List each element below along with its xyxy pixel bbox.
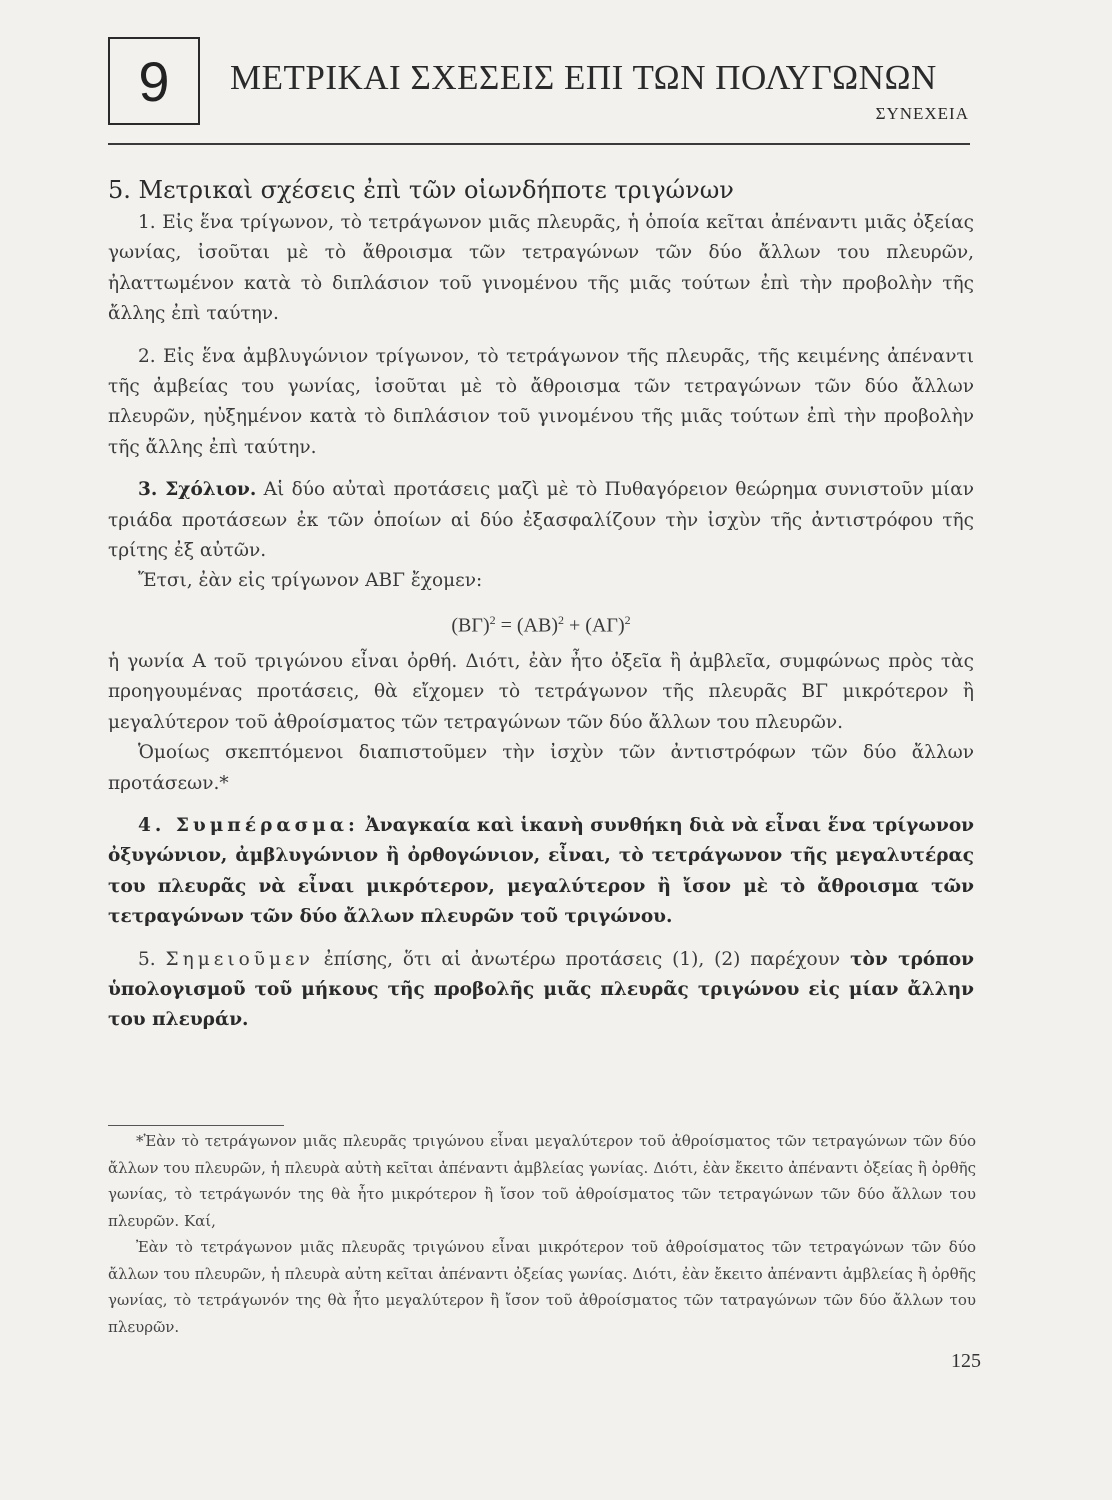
pythagorean-formula xyxy=(108,605,974,641)
conclusion-text: Ἀναγκαία καὶ ἱκανὴ συνθήκη διὰ νὰ εἶναι ἕνα τρίγωνον ὀξυγώνιον, ἀμβλυγώνιον ἢ ὀρθογώνιον, εἶναι, τὸ τετράγωνον τῆς μεγαλυτέρας του πλευρᾶς νὰ εἶναι μικρότερον, μεγαλύτερον ἢ ἴσον μὲ τὸ ἄθροισμα τῶν τετραγώνων τῶν δύο ἄλλων πλευρῶν τοῦ τριγώνου. xyxy=(108,814,974,928)
paragraph-5-number: 5. xyxy=(138,948,156,970)
page-number: 125 xyxy=(951,1350,981,1372)
note-text: ἐπίσης, ὅτι αἱ ἀνωτέρω προτάσεις (1), (2) παρέχουν xyxy=(323,948,841,970)
formula-exp-3: 2 xyxy=(624,612,631,627)
paragraph-2: 2. Εἰς ἕνα ἀμβλυγώνιον τρίγωνον, τὸ τετράγωνον τῆς πλευρᾶς, τῆς κειμένης ἀπέναντι τῆς ἀμβείας του γωνίας, ἰσοῦται μὲ τὸ ἄθροισμα τῶν τετραγώνων τῶν δύο ἄλλων πλευρῶν, ηὐξημένον κατὰ τὸ διπλάσιον τοῦ γινομένου τῆς μιᾶς τούτων ἐπὶ τὴν προβολὴν τῆς ἄλλης ἐπὶ ταύτην. xyxy=(108,345,974,458)
footnotes xyxy=(108,1128,976,1340)
chapter-title: ΜΕΤΡΙΚΑΙ ΣΧΕΣΕΙΣ ΕΠΙ ΤΩΝ ΠΟΛΥΓΩΝΩΝ xyxy=(230,58,937,97)
conclusion-label: 4. Συμπέρασμα: xyxy=(138,814,359,836)
note-bold-text: τὸν τρόπον ὑπολογισμοῦ τοῦ μήκους τῆς προβολῆς μιᾶς πλευρᾶς τριγώνου εἰς μίαν ἄλλην του πλευράν. xyxy=(108,948,974,1031)
chapter-subtitle: ΣΥΝΕΧΕΙΑ xyxy=(875,104,969,123)
paragraph-3b: Ἔτσι, ἐὰν εἰς τρίγωνον ΑΒΓ ἔχομεν: xyxy=(138,570,483,592)
formula-exp-2: 2 xyxy=(558,612,564,627)
formula-ag: + (ΑΓ) xyxy=(564,614,625,637)
chapter-number-box xyxy=(108,37,200,125)
section-heading: 5. Μετρικαὶ σχέσεις ἐπὶ τῶν οἱωνδήποτε τριγώνων xyxy=(108,176,734,204)
paragraph-4 xyxy=(108,811,974,933)
footnote-divider xyxy=(108,1125,284,1126)
formula-exp-1: 2 xyxy=(489,612,496,627)
formula-bg: (ΒΓ) xyxy=(451,614,490,637)
formula-ab: = (ΑΒ) xyxy=(495,614,558,637)
paragraph-3c: ἡ γωνία Α τοῦ τριγώνου εἶναι ὀρθή. Διότι, ἐὰν ἦτο ὀξεῖα ἢ ἀμβλεῖα, συμφώνως πρὸς τὰς προηγουμένας προτάσεις, θὰ εἴχομεν τὸ τετράγωνον τῆς πλευρᾶς ΒΓ μικρότερον ἢ μεγαλύτερον τοῦ ἀθροίσματος τῶν τετραγώνων τῶν δύο ἄλλων του πλευρῶν. xyxy=(108,650,974,733)
paragraph-5 xyxy=(108,945,974,1036)
scholion-label: 3. Σχόλιον. xyxy=(138,479,257,501)
main-content xyxy=(108,172,974,1036)
header-divider xyxy=(108,143,970,145)
footnote-2: Ἐὰν τὸ τετράγωνον μιᾶς πλευρᾶς τριγώνου εἶναι μικρότερον τοῦ ἀθροίσματος τῶν τετραγώνων τῶν δύο ἄλλων του πλευρῶν, ἡ πλευρὰ αὐτη κεῖται ἀπέναντι ὀξείας γωνίας. Διότι, ἐὰν ἔκειτο ἀπέναντι ἀμβλείας ἢ ὀρθῆς γωνίας, τὸ τετράγωνόν της θὰ ἦτο μεγαλύτερον ἢ ἴσον τοῦ ἀθροίσματος τῶν τατραγώνων τῶν δύο ἄλλων του πλευρῶν. xyxy=(108,1238,976,1336)
note-label: Σημειοῦμεν xyxy=(165,948,314,970)
footnote-1: *Ἐὰν τὸ τετράγωνον μιᾶς πλευρᾶς τριγώνου εἶναι μεγαλύτερον τοῦ ἀθροίσματος τῶν τετραγώνων τῶν δύο ἄλλων του πλευρῶν, ἡ πλευρὰ αὐτὴ κεῖται ἀπέναντι ἀμβλείας γωνίας. Διότι, ἐὰν ἔκειτο ἀπέναντι ὀξείας ἢ ὀρθῆς γωνίας, τὸ τετράγωνόν της θὰ ἦτο μικρότερον ἢ ἴσον τοῦ ἀθροίσματος τῶν τετραγώνων τῶν δύο ἄλλων του πλευρῶν. Καί, xyxy=(108,1132,976,1230)
paragraph-3d: Ὁμοίως σκεπτόμενοι διαπιστοῦμεν τὴν ἰσχὺν τῶν ἀντιστρόφων τῶν δύο ἄλλων προτάσεων.* xyxy=(108,742,974,794)
scholion-text: Αἱ δύο αὐταὶ προτάσεις μαζὶ μὲ τὸ Πυθαγόρειον θεώρημα συνιστοῦν μίαν τριάδα προτάσεων ἐκ τῶν ὁποίων αἱ δύο ἐξασφαλίζουν τὴν ἰσχὺν τῆς ἀντιστρόφου τῆς τρίτης ἐξ αὐτῶν. xyxy=(108,479,974,562)
chapter-number: 9 xyxy=(138,49,170,113)
paragraph-1: 1. Εἰς ἕνα τρίγωνον, τὸ τετράγωνον μιᾶς πλευρᾶς, ἡ ὁποία κεῖται ἀπέναντι μιᾶς ὀξείας γωνίας, ἰσοῦται μὲ τὸ ἄθροισμα τῶν τετραγώνων τῶν δύο ἄλλων του πλευρῶν, ἠλαττωμένον κατὰ τὸ διπλάσιον τοῦ γινομένου τῆς μιᾶς τούτων ἐπὶ τὴν προβολὴν τῆς ἄλλης ἐπὶ ταύτην. xyxy=(108,212,974,325)
paragraph-3 xyxy=(108,475,974,566)
